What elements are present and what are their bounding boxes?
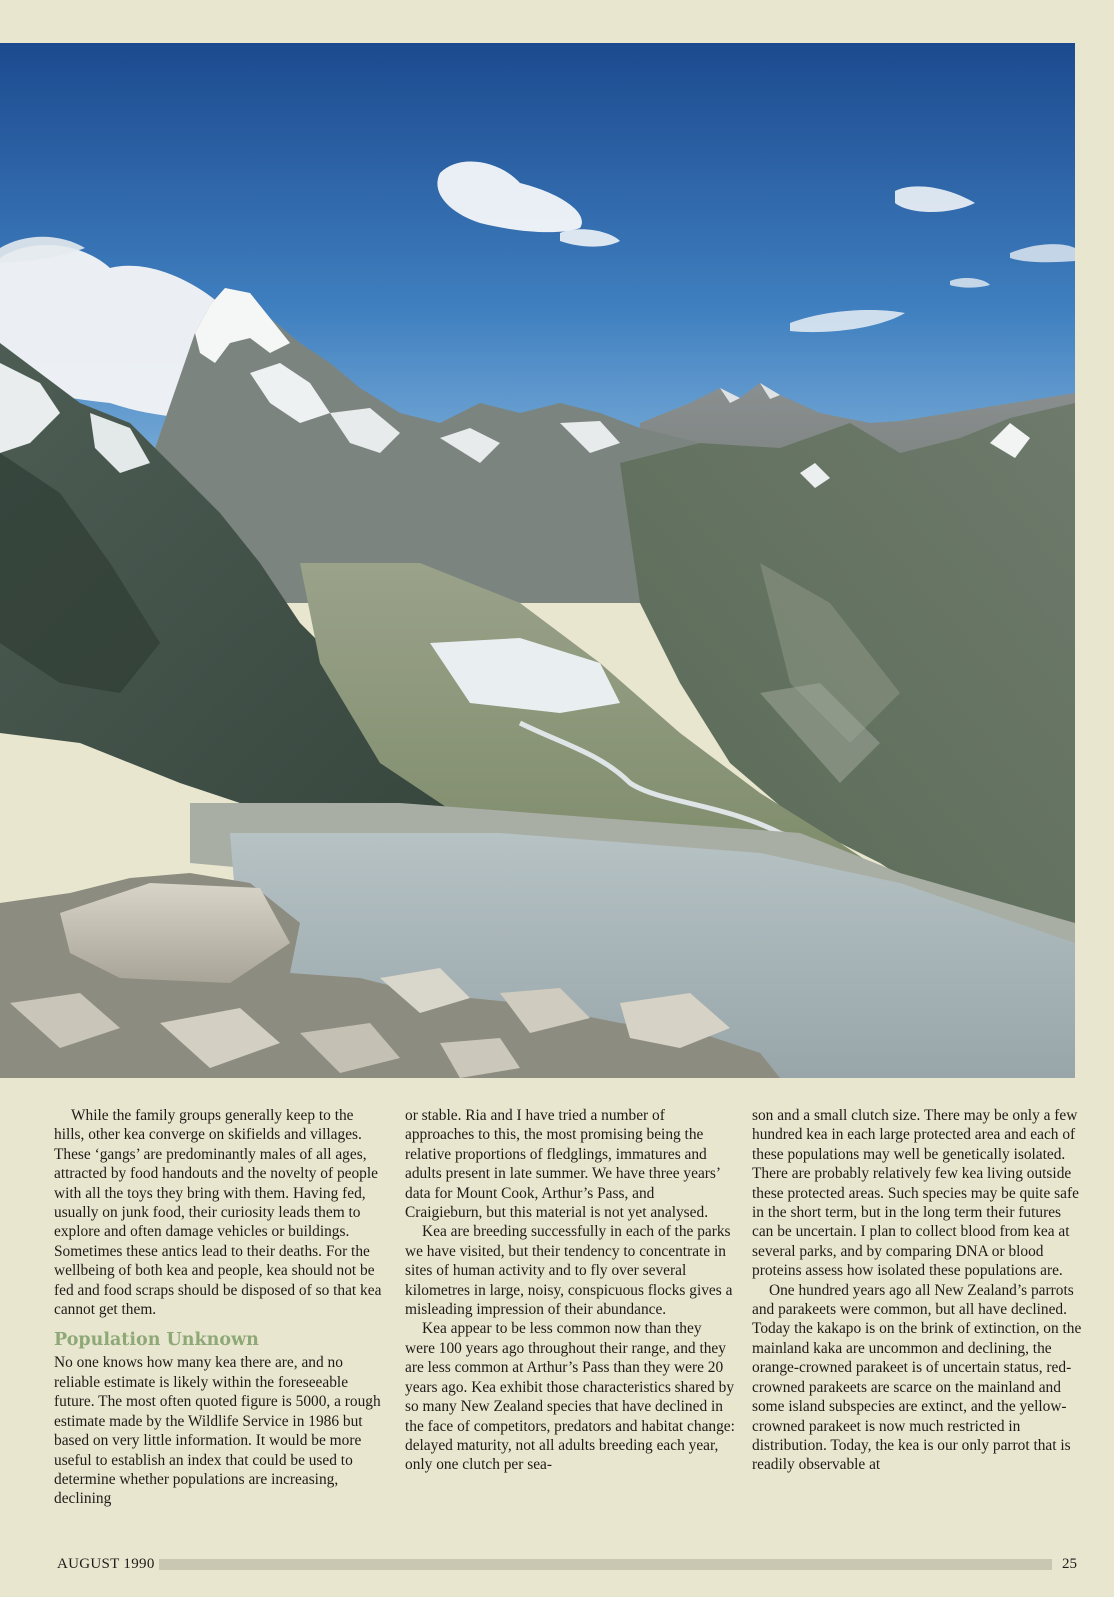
paragraph: No one knows how many kea there are, and no reliable estimate is likely within the foreseeable future. The most often quoted figure is 5000, a rough estimate made by the Wildlife Service in 1986 but based on very little information. It would be more useful to establish an index that could be used to determine whether populations are increasing, declining [54, 1354, 381, 1508]
page-footer [57, 1554, 1077, 1574]
footer-rule [159, 1559, 1052, 1570]
paragraph: Kea appear to be less common now than they were 100 years ago throughout their range, and they are less common at Arthur’s Pass than they were 20 years ago. Kea exhibit those characteristics shared by so many New Zealand species that have declined in the face of competitors, predators and habitat change: delayed maturity, not all adults breeding each year, only one clutch per sea- [405, 1320, 735, 1474]
text-column-2 [405, 1106, 735, 1475]
subheading-population-unknown: Population Unknown [54, 1330, 259, 1351]
text-column-3 [752, 1106, 1082, 1475]
paragraph: While the family groups generally keep to the hills, other kea converge on skifields and villages. These ‘gangs’ are predominantly males of all ages, attracted by food handouts and the novelty of people with all the toys they bring with them. Having fed, usually on junk food, their curiosity leads them to explore and often damage vehicles or buildings. Sometimes these antics lead to their deaths. For the wellbeing of both kea and people, kea should not be fed and food scraps should be disposed of so that kea cannot get them. [54, 1107, 382, 1319]
page-number: 25 [1062, 1555, 1077, 1572]
issue-date: AUGUST 1990 [57, 1555, 155, 1572]
text-column-1 [54, 1106, 384, 1509]
paragraph: Kea are breeding successfully in each of the parks we have visited, but their tendency to concentrate in sites of human activity and to fly over several kilometres in large, noisy, conspicuous flocks gives a misleading impression of their abundance. [405, 1223, 733, 1319]
paragraph: One hundred years ago all New Zealand’s parrots and parakeets were common, but all have declined. Today the kakapo is on the brink of extinction, on the mainland kaka are uncommon and declining, the orange-crowned parakeet is of uncertain status, red-crowned parakeets are scarce on the mainland and some island subspecies are extinct, and the yellow-crowned parakeet is now much restricted in distribution. Today, the kea is our only parrot that is readily observable at [752, 1281, 1082, 1474]
paragraph: son and a small clutch size. There may be only a few hundred kea in each large protected area and each of these populations may well be genetically isolated. There are probably relatively few kea living outside these protected areas. Such species may be quite safe in the short term, but in the long term their futures can be uncertain. I plan to collect blood from kea at several parks, and by comparing DNA or blood proteins assess how isolated these populations are. [752, 1107, 1079, 1280]
mountain-valley-photo [0, 43, 1075, 1078]
paragraph: or stable. Ria and I have tried a number of approaches to this, the most promising being the relative proportions of fledglings, immatures and adults present in late summer. We have three years’ data for Mount Cook, Arthur’s Pass, and Craigieburn, but this material is not yet analysed. [405, 1107, 720, 1222]
